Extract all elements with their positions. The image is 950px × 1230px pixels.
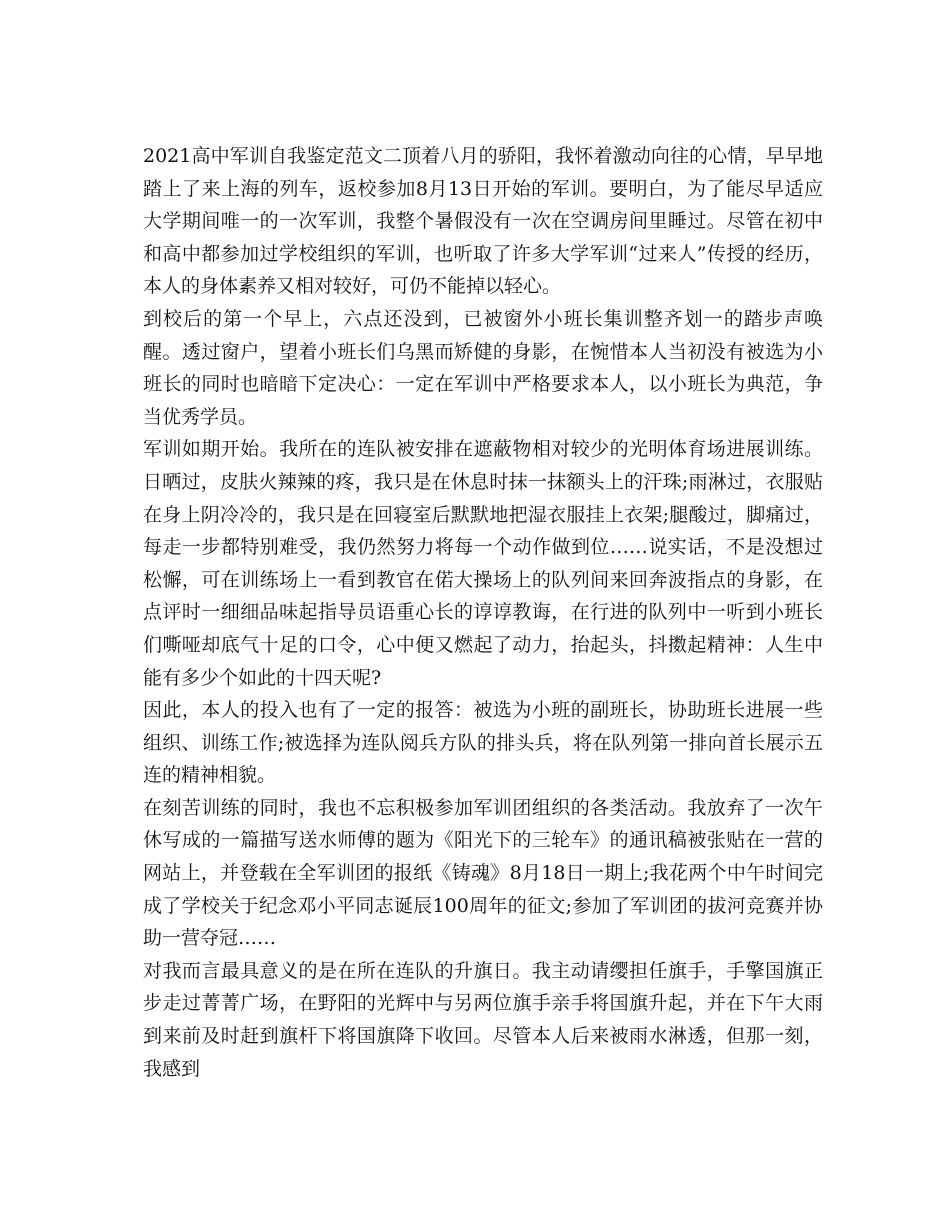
paragraph-5: 在刻苦训练的同时，我也不忘积极参加军训团组织的各类活动。我放弃了一次午休写成的一篇描写送水师傅的题为《阳光下的三轮车》的通讯稿被张贴在一营的网站上，并登载在全军训团的报纸《铸魂》8月18日一期上;我花两个中午时间完成了学校关于纪念邓小平同志诞辰100周年的征文;参加了军训团的拔河竞赛并协助一营夺冠…… — [143, 796, 823, 950]
paragraph-2: 到校后的第一个早上，六点还没到，已被窗外小班长集训整齐划一的踏步声唤醒。透过窗户，望着小班长们乌黑而矫健的身影，在惋惜本人当初没有被选为小班长的同时也暗暗下定决心：一定在军训中严格要求本人，以小班长为典范，争当优秀学员。 — [143, 307, 823, 428]
paragraph-3: 军训如期开始。我所在的连队被安排在遮蔽物相对较少的光明体育场进展训练。日晒过，皮肤火辣辣的疼，我只是在休息时抹一抹额头上的汗珠;雨淋过，衣服贴在身上阴冷冷的，我只是在回寝室后默默地把湿衣服挂上衣架;腿酸过，脚痛过，每走一步都特别难受，我仍然努力将每一个动作做到位……说实话，不是没想过松懈，可在训练场上一看到教官在偌大操场上的队列间来回奔波指点的身影，在点评时一细细品味起指导员语重心长的谆谆教诲，在行进的队列中一听到小班长们嘶哑却底气十足的口令，心中便又燃起了动力，抬起头，抖擞起精神：人生中能有多少个如此的十四天呢? — [143, 438, 823, 689]
paragraph-1: 2021高中军训自我鉴定范文二顶着八月的骄阳，我怀着激动向往的心情，早早地踏上了来上海的列车，返校参加8月13日开始的军训。要明白，为了能尽早适应大学期间唯一的一次军训，我整个暑假没有一次在空调房间里睡过。尽管在初中和高中都参加过学校组织的军训，也听取了许多大学军训“过来人”传授的经历，本人的身体素养又相对较好，可仍不能掉以轻心。 — [143, 145, 823, 298]
paragraph-4: 因此，本人的投入也有了一定的报答：被选为小班的副班长，协助班长进展一些组织、训练工作;被选择为连队阅兵方队的排头兵，将在队列第一排向首长展示五连的精神相貌。 — [143, 699, 823, 787]
document-body — [143, 140, 823, 1085]
paragraph-6: 对我而言最具意义的是在所在连队的升旗日。我主动请缨担任旗手，手擎国旗正步走过菁菁广场，在野阳的光辉中与另两位旗手亲手将国旗升起，并在下午大雨到来前及时赶到旗杆下将国旗降下收回。尽管本人后来被雨水淋透，但那一刻，我感到 — [143, 959, 823, 1080]
